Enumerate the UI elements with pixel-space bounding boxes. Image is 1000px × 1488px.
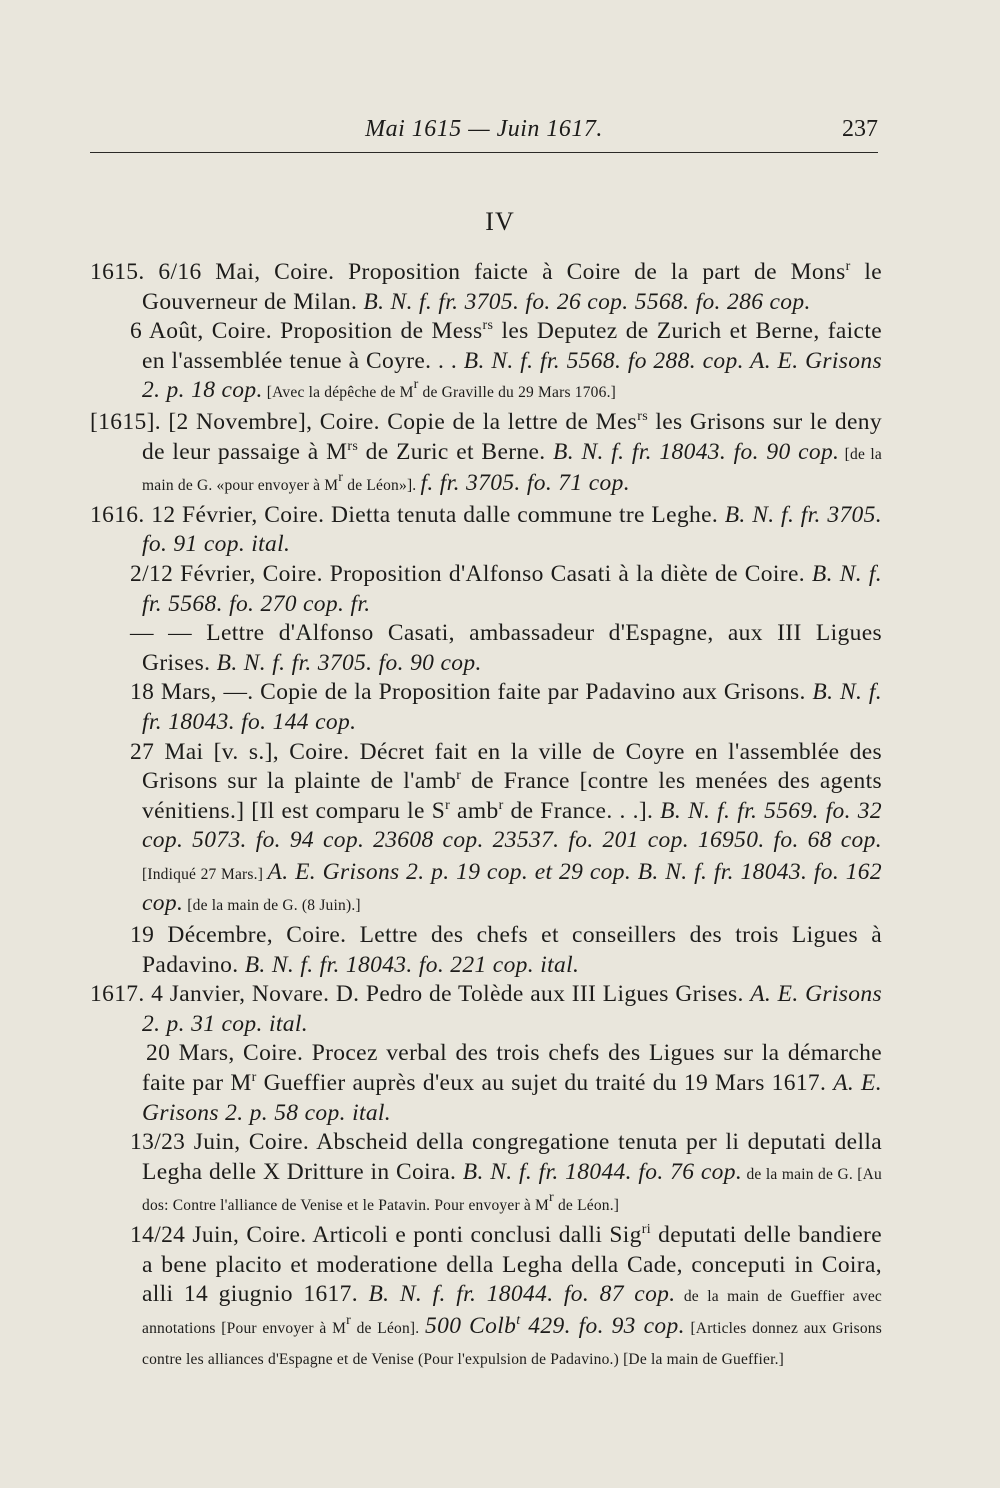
entry-text: 20 Mars, Coire. Procez verbal des trois chefs des Ligues sur la démarche faite par M (142, 1040, 882, 1097)
entry-1617-mars (90, 1039, 882, 1128)
superscript: rs (347, 438, 359, 454)
entry-1615-aout (90, 317, 882, 408)
superscript: r (456, 768, 462, 784)
entry-text: Gueffier auprès d'eux au sujet du traité du 19 Mars 1617. (256, 1070, 834, 1097)
entry-text: 6/16 Mai, Coire. Proposition faicte à Coire de la part de Mons (158, 259, 846, 285)
superscript: r (251, 1070, 257, 1086)
section-title: IV (485, 207, 515, 236)
entry-text: le Gouverneur de Milan. (142, 259, 882, 315)
editorial-note: [de la main de G. (8 Juin).] (183, 897, 361, 915)
entry-1617-juin-14 (90, 1221, 882, 1375)
archive-reference: A. E. Grisons 2. p. 19 cop. et 29 cop. B. N. f. fr. 18043. fo. 162 cop. (142, 858, 882, 917)
entry-text: 18 Mars, —. Copie de la Proposition faite par Padavino aux Grisons. (130, 679, 813, 706)
archive-reference: A. E. Grisons 2. p. 31 cop. ital. (142, 981, 882, 1037)
archive-reference: 500 Colb$^t$ 429. fo. 93 cop. (425, 1312, 685, 1339)
editorial-note: [Indiqué 27 Mars.] (142, 865, 268, 883)
entry-1615-novembre (90, 408, 882, 501)
entry-1617-janvier (90, 980, 882, 1039)
editorial-note: [Articles donnez aux Grisons contre les alliances d'Espagne et de Venise (Pour l'expulsion de Padavino.) [De la main de Gueffier.] (142, 1319, 882, 1369)
superscript: r (445, 797, 451, 813)
entry-1616-mai (90, 738, 882, 922)
entry-1617-juin-13 (90, 1128, 882, 1221)
entry-1615-mai (90, 258, 882, 317)
document-body (90, 258, 882, 1375)
entry-text: 2/12 Février, Coire. Proposition d'Alfonso Casati à la diète de Coire. (130, 560, 812, 587)
editorial-note: [de la main de G. «pour envoyer à $M^r$ de Léon»]. (142, 445, 883, 495)
entry-text: de Zuric et Berne. (358, 438, 554, 465)
editorial-note: de la main de Gueffier avec annotations [Pour envoyer à $M^r$ de Léon]. (142, 1288, 882, 1337)
entry-text: 19 Décembre, Coire. Lettre des chefs et conseillers des trois Ligues à Padavino. (130, 922, 882, 978)
entry-1616-mars (90, 678, 882, 737)
superscript: r (845, 259, 851, 274)
superscript: r (498, 797, 504, 813)
entry-text: 27 Mai [v. s.], Coire. Décret fait en la ville de Coyre en l'assemblée des Grisons sur la plainte de l'amb (130, 738, 882, 795)
entry-1616-decembre (90, 921, 882, 980)
running-title: Mai 1615 — Juin 1617. (365, 116, 603, 142)
archive-reference: B. N. f. fr. 3705. fo. 26 cop. 5568. fo. 286 cop. (363, 288, 811, 315)
archive-reference: B. N. f. fr. 18043. fo. 144 cop. (142, 679, 882, 735)
entry-text: les Grisons sur le deny de leur passaige à M (142, 408, 882, 465)
archive-reference: B. N. f. fr. 18044. fo. 76 cop. (462, 1158, 743, 1185)
archive-reference: B. N. f. fr. 18043. fo. 90 cop. (553, 438, 840, 465)
entry-text: de France. . .]. (503, 797, 661, 824)
entry-text: amb (450, 797, 499, 824)
archive-reference: B. N. f. fr. 18044. fo. 87 cop. (368, 1281, 676, 1308)
entry-text: de France [contre les menées des agents vénitiens.] [Il est comparu le S (142, 768, 882, 824)
entry-1616-fevrier-casati (90, 560, 882, 619)
entry-year: 1615. (90, 259, 145, 285)
archive-reference: f. fr. 3705. fo. 71 cop. (420, 470, 630, 497)
entry-text: 14/24 Juin, Coire. Articoli e ponti conclusi dalli Sig (130, 1222, 642, 1248)
entry-text: les Deputez de Zurich et Berne, faicte en l'assemblée tenue à Coyre. . . (142, 318, 882, 374)
editorial-note: de la main de G. [Au dos: Contre l'alliance de Venise et le Patavin. Pour envoyer à $M^r$ de Léon.] (142, 1165, 882, 1215)
archive-reference: B. N. f. fr. 3705. fo. 91 cop. ital. (142, 501, 882, 558)
archive-reference: B. N. f. fr. 5569. fo. 32 cop. 5073. fo. 94 cop. 23608 cop. 23537. fo. 201 cop. 16950. fo. 68 cop. (142, 797, 882, 854)
archive-reference: B. N. f. fr. 18043. fo. 221 cop. ital. (244, 951, 580, 978)
entry-text: deputati delle bandiere a bene placito et moderatione della Legha della Cade, conceputi in Coira, alli 14 giugnio 1617. (142, 1222, 882, 1308)
running-header (90, 112, 878, 153)
entry-text: 6 Août, Coire. Proposition de Mess (130, 318, 483, 345)
archive-reference: B. N. f. fr. 5568. fo. 270 cop. fr. (142, 560, 883, 617)
entry-1616-fevrier (90, 501, 882, 560)
entry-text: 1616. 12 Février, Coire. Dietta tenuta dalle commune tre Leghe. (90, 501, 725, 528)
superscript: ri (641, 1222, 651, 1237)
entry-text: 13/23 Juin, Coire. Abscheid della congregatione tenuta per li deputati della Legha delle X Dritture in Coira. (130, 1129, 882, 1185)
entry-text: 1617. 4 Janvier, Novare. D. Pedro de Tolède aux III Ligues Grises. (90, 981, 751, 1008)
superscript: rs (482, 318, 494, 334)
editorial-note: [Avec la dépêche de $M^r$ de Graville du 29 Mars 1706.] (262, 377, 617, 402)
archive-reference: B. N. f. fr. 5568. fo 288. cop. A. E. Grisons 2. p. 18 cop. (142, 347, 883, 404)
superscript: rs (637, 408, 648, 424)
entry-text: — — Lettre d'Alfonso Casati, ambassadeur d'Espagne, aux III Ligues Grises. (130, 620, 882, 676)
page-number: 237 (842, 116, 878, 142)
entry-text: [1615]. [2 Novembre], Coire. Copie de la lettre de Mes (90, 408, 638, 435)
archive-reference: B. N. f. fr. 3705. fo. 90 cop. (216, 649, 482, 676)
entry-1616-lettre-casati (90, 619, 882, 678)
archive-reference: A. E. Grisons 2. p. 58 cop. ital. (142, 1070, 882, 1126)
